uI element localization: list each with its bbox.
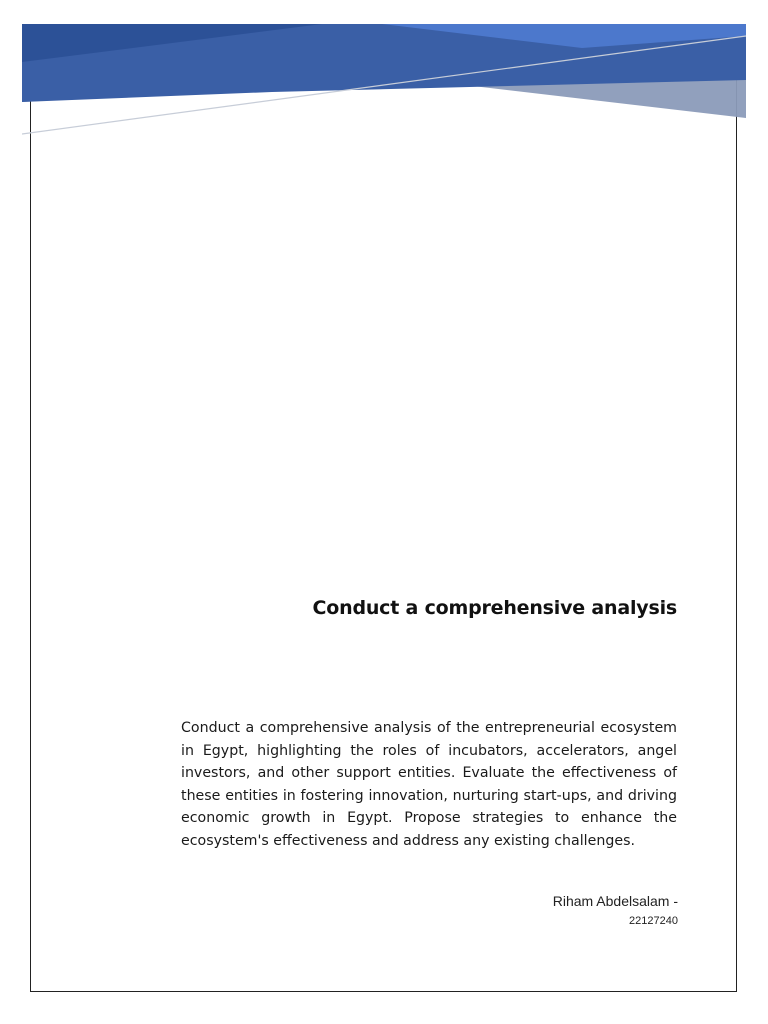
- document-title: Conduct a comprehensive analysis: [312, 597, 677, 619]
- header-banner: [22, 22, 746, 142]
- student-id: 22127240: [629, 915, 678, 927]
- author-name: Riham Abdelsalam -: [552, 893, 678, 909]
- document-abstract: Conduct a comprehensive analysis of the entrepreneurial ecosystem in Egypt, highlighting the roles of incubators, accelerators, angel investors, and other support entities. Evaluate the effectiveness of these entities in fostering innovation, nurturing start-ups, and driving economic growth in Egypt. Propose strategies to enhance the ecosystem's effectiveness and address any existing challenges.: [181, 720, 677, 849]
